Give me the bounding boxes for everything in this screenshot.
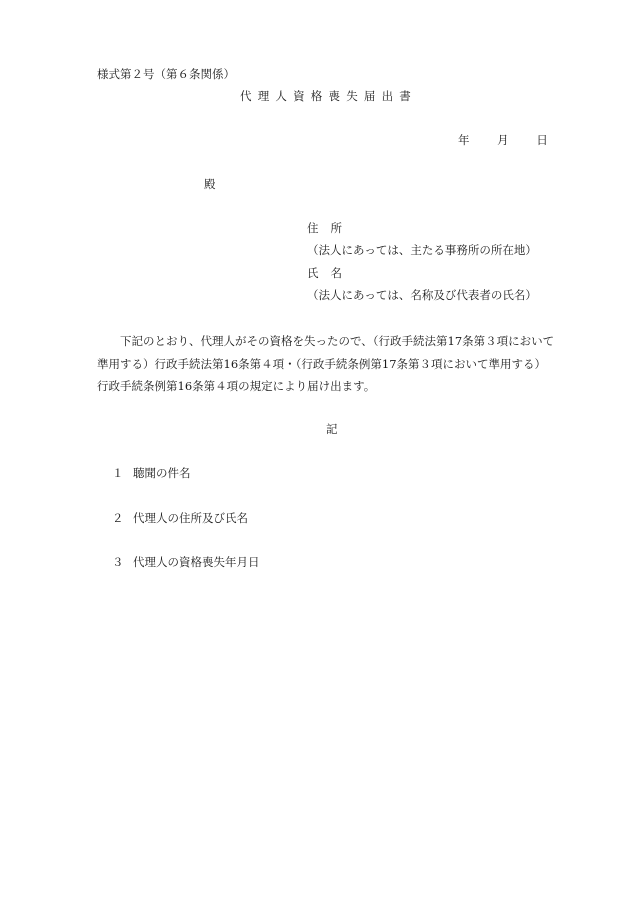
list-item bbox=[112, 468, 191, 480]
body-paragraph bbox=[97, 330, 567, 398]
body-line-1: 下記のとおり、代理人がその資格を失ったので、（行政手続法第17条第３項において bbox=[120, 334, 555, 348]
date-day-label: 日 bbox=[536, 133, 548, 147]
item-label: 聴聞の件名 bbox=[133, 466, 191, 480]
addressee-honorific: 殿 bbox=[204, 177, 216, 191]
item-number: ２ bbox=[112, 511, 124, 525]
date-year-label: 年 bbox=[458, 133, 470, 147]
body-line-2: 準用する）行政手続法第16条第４項・（行政手続条例第17条第３項において準用する） bbox=[97, 356, 547, 371]
list-item bbox=[112, 557, 260, 569]
form-id: 様式第２号（第６条関係） bbox=[97, 67, 235, 81]
item-number: １ bbox=[112, 466, 124, 480]
address-note: （法人にあっては、主たる事務所の所在地） bbox=[307, 243, 537, 257]
item-number: ３ bbox=[112, 555, 124, 569]
item-label: 代理人の住所及び氏名 bbox=[133, 511, 248, 525]
body-line-3: 行政手続条例第16条第４項の規定により届け出ます。 bbox=[97, 379, 376, 393]
address-label: 住所 bbox=[307, 221, 354, 235]
name-note: （法人にあっては、名称及び代表者の氏名） bbox=[307, 288, 537, 302]
date-month-label: 月 bbox=[497, 133, 509, 147]
item-label: 代理人の資格喪失年月日 bbox=[133, 555, 260, 569]
name-label: 氏名 bbox=[307, 266, 354, 280]
date-row bbox=[458, 135, 548, 147]
ki-heading: 記 bbox=[326, 422, 338, 436]
list-item bbox=[112, 513, 248, 525]
document-title: 代理人資格喪失届出書 bbox=[240, 89, 417, 103]
